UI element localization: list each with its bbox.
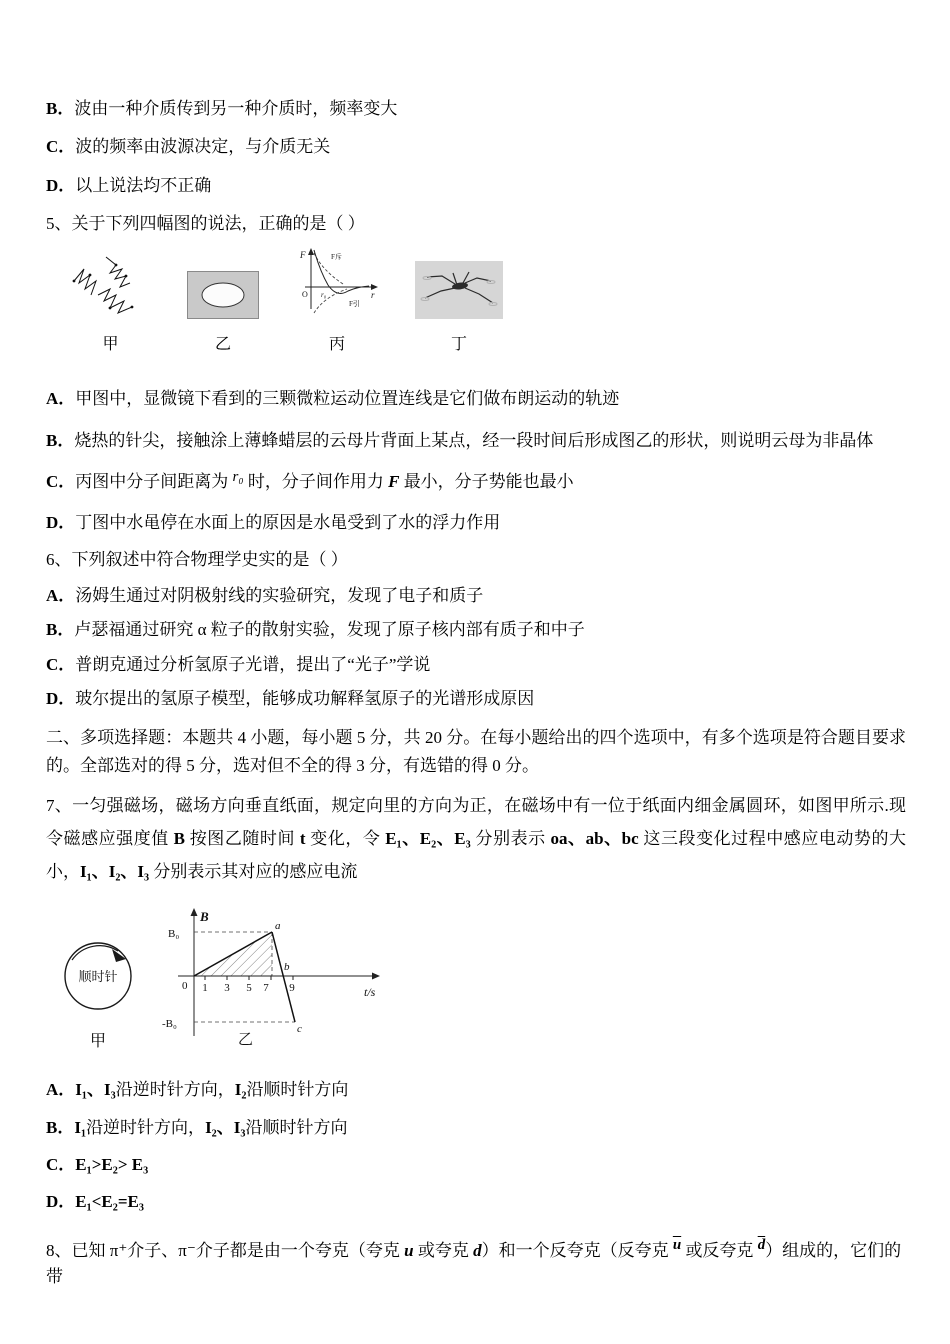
option-text: 沿逆时针方向，	[86, 1117, 206, 1137]
q8-stem-text: 或夸克	[413, 1240, 474, 1260]
option-text: 丙图中分子间距离为	[75, 472, 233, 492]
option-label: B．	[46, 620, 75, 640]
q7-stem-text: 这三段变化过程中感应电动势的大小，	[46, 828, 907, 882]
figure-mica-wax	[187, 271, 259, 354]
segment-symbols: oa、ab、bc	[550, 828, 639, 848]
repulsion-curve-label: F斥	[331, 253, 342, 262]
figure-label-bing: 丙	[328, 336, 345, 354]
figure-brownian-motion	[68, 251, 153, 354]
figure-label-jia: 甲	[89, 1033, 106, 1051]
attraction-curve	[314, 289, 347, 313]
q5-figure-row	[68, 245, 906, 354]
current-symbols: I₁、I₂、I₃	[80, 862, 150, 882]
figure-label-jia: 甲	[102, 336, 119, 354]
option-label: C．	[46, 1154, 76, 1174]
q6-option-b	[46, 617, 906, 643]
metal-ring-sketch	[48, 924, 148, 1024]
option-label: A．	[46, 1080, 76, 1100]
option-label: C．	[46, 654, 76, 674]
option-text: 普朗克通过分析氢原子光谱，提出了“光子”学说	[75, 654, 431, 674]
q5-option-b	[46, 428, 906, 454]
q8-stem-text: 8、已知 π⁺介子、π⁻介子都是由一个夸克（夸克	[46, 1240, 405, 1260]
q5-option-c	[46, 469, 906, 495]
tick-3: 3	[224, 982, 230, 995]
option-label: D．	[46, 689, 76, 709]
current-symbols: I₁	[74, 1117, 87, 1137]
option-label: C．	[46, 137, 76, 157]
q8-stem-text: ）和一个反夸克（反夸克	[481, 1240, 673, 1260]
q7-stem	[46, 789, 906, 888]
figure-metal-ring	[48, 924, 148, 1051]
attraction-curve-label: F引	[349, 300, 360, 309]
option-text: 汤姆生通过对阴极射线的实验研究，发现了电子和质子	[75, 586, 484, 606]
figure-water-strider	[415, 261, 503, 354]
b0-label: B₀	[168, 928, 180, 941]
water-strider-photo	[415, 261, 503, 319]
distance-axis-label: r	[371, 290, 375, 301]
guide-dashed-lines	[194, 932, 295, 1022]
b-t-graph	[154, 904, 404, 1046]
q4-option-d	[46, 173, 906, 199]
q7-stem-text: 分别表示	[470, 828, 551, 848]
q6-option-c	[46, 652, 906, 678]
q7-option-c	[46, 1152, 906, 1178]
option-text: 波由一种介质传到另一种介质时，频率变大	[74, 99, 398, 118]
point-b-label: b	[284, 961, 290, 974]
q5-stem: 5、关于下列四幅图的说法，正确的是（ ）	[46, 214, 365, 234]
option-text: 时，分子间作用力	[243, 472, 389, 492]
figure-label-yi: 乙	[214, 336, 231, 354]
q7-stem-text: 按图乙随时间	[184, 828, 300, 848]
option-label: B．	[46, 1117, 75, 1137]
section2-header: 二、多项选择题：本题共 4 小题，每小题 5 分，共 20 分。在每小题给出的四个选项中，有多个选项是符合题目要求的。全部选对的得 5 分，选对但不全的得 3 分，有选错的得 0 分。	[46, 728, 906, 775]
emf-symbols: E₁、E₂、E₃	[385, 828, 471, 848]
tick-7: 7	[263, 982, 269, 995]
option-text: E₁>E₂> E₃	[75, 1154, 149, 1174]
option-text: 以上说法均不正确	[75, 175, 212, 195]
b-axis-label: B	[200, 909, 209, 925]
wax-melt-ellipse	[202, 283, 244, 307]
option-label: C．	[46, 472, 76, 492]
q7-option-a	[46, 1077, 906, 1103]
point-c-label: c	[297, 1023, 302, 1036]
option-text: 最小，分子势能也最小	[399, 472, 574, 492]
option-text: 卢瑟福通过研究 α 粒子的散射实验，发现了原子核内部有质子和中子	[74, 620, 585, 640]
clockwise-text: 顺时针	[78, 969, 118, 985]
brownian-particles	[73, 264, 134, 310]
mica-wax-sketch	[187, 271, 259, 319]
current-symbols: I₂	[234, 1080, 247, 1100]
q5-option-a	[46, 386, 906, 412]
tick-1: 1	[202, 982, 208, 995]
u-antiquark-symbol: $\overline{u}$	[672, 1236, 682, 1253]
q6-stem: 6、下列叙述中符合物理学史实的是（ ）	[46, 549, 348, 569]
point-a-label: a	[275, 920, 281, 933]
neg-b0-label: -B₀	[162, 1018, 177, 1031]
q7-figure-row	[48, 904, 906, 1051]
brownian-motion-sketch	[68, 251, 153, 319]
q8-stem-text: 或反夸克	[681, 1240, 758, 1260]
q7-stem-text: 变化，令	[305, 828, 386, 848]
tick-5: 5	[246, 982, 252, 995]
current-symbols: I₁、I₃	[75, 1080, 116, 1100]
q7-stem-text: 7、一匀强磁场，磁场方向垂直纸面，规定向里的方向为正，在磁场中有一位于纸面内细金属圆环，如图甲所示.现令磁感应强度值	[46, 795, 906, 848]
q5-option-d	[46, 510, 906, 536]
tick-9: 9	[289, 982, 295, 995]
option-label: A．	[46, 389, 76, 409]
q4-option-c	[46, 134, 906, 160]
option-text: 甲图中，显微镜下看到的三颗微粒运动位置连线是它们做布朗运动的轨迹	[75, 389, 620, 409]
q7-option-b	[46, 1115, 906, 1141]
option-label: B．	[46, 430, 75, 450]
r0-label: r₀	[321, 291, 327, 300]
q4-option-b	[46, 96, 906, 122]
b-falling-segment	[272, 932, 295, 1022]
option-label: B．	[46, 99, 75, 118]
option-label: D．	[46, 513, 76, 533]
option-text: 沿逆时针方向，	[115, 1080, 235, 1100]
figure-molecular-force	[293, 245, 381, 354]
option-text: 玻尔提出的氢原子模型，能够成功解释氢原子的光谱形成原因	[75, 689, 535, 709]
brownian-traces	[74, 257, 132, 313]
option-text: 沿顺时针方向	[245, 1117, 348, 1137]
b-field-symbol: B	[173, 828, 185, 848]
q7-stem-text: 分别表示其对应的感应电流	[149, 862, 358, 882]
d-antiquark-symbol: $\overline{d}$	[757, 1236, 766, 1253]
option-text: 丁图中水黾停在水面上的原因是水黾受到了水的浮力作用	[75, 513, 501, 533]
option-text: E₁<E₂=E₃	[75, 1192, 144, 1212]
t-axis-label: t/s	[364, 985, 376, 1000]
q8-stem-text: ）组成的，它们的带	[46, 1240, 902, 1286]
option-label: D．	[46, 175, 76, 195]
q7-option-d	[46, 1189, 906, 1215]
q6-option-d	[46, 686, 906, 712]
option-label: D．	[46, 1192, 76, 1212]
option-text: 烧热的针尖，接触涂上薄蜂蜡层的云母片背面上某点，经一段时间后形成图乙的形状，则说明云母为非晶体	[74, 430, 874, 450]
figure-label-ding: 丁	[450, 336, 467, 354]
force-axis-label: F	[300, 250, 306, 261]
option-label: A．	[46, 586, 76, 606]
axis-ticks	[205, 976, 293, 980]
current-symbols: I₂、I₃	[205, 1117, 246, 1137]
option-text: 沿顺时针方向	[246, 1080, 349, 1100]
q6-option-a	[46, 583, 906, 609]
option-text: 波的频率由波源决定，与介质无关	[75, 137, 331, 157]
origin-label: 0	[182, 980, 188, 993]
clockwise-arrow-arc	[72, 946, 118, 960]
d-quark-symbol: d	[473, 1240, 482, 1260]
origin-label: O	[302, 290, 308, 300]
water-surface	[415, 261, 503, 319]
r0-symbol: r₀	[232, 469, 244, 486]
molecular-force-graph	[293, 245, 381, 319]
force-symbol: F	[388, 472, 400, 492]
time-symbol: t	[299, 828, 306, 848]
figure-label-yi: 乙	[238, 1032, 254, 1047]
u-quark-symbol: u	[404, 1240, 414, 1260]
q8-stem	[46, 1238, 906, 1291]
